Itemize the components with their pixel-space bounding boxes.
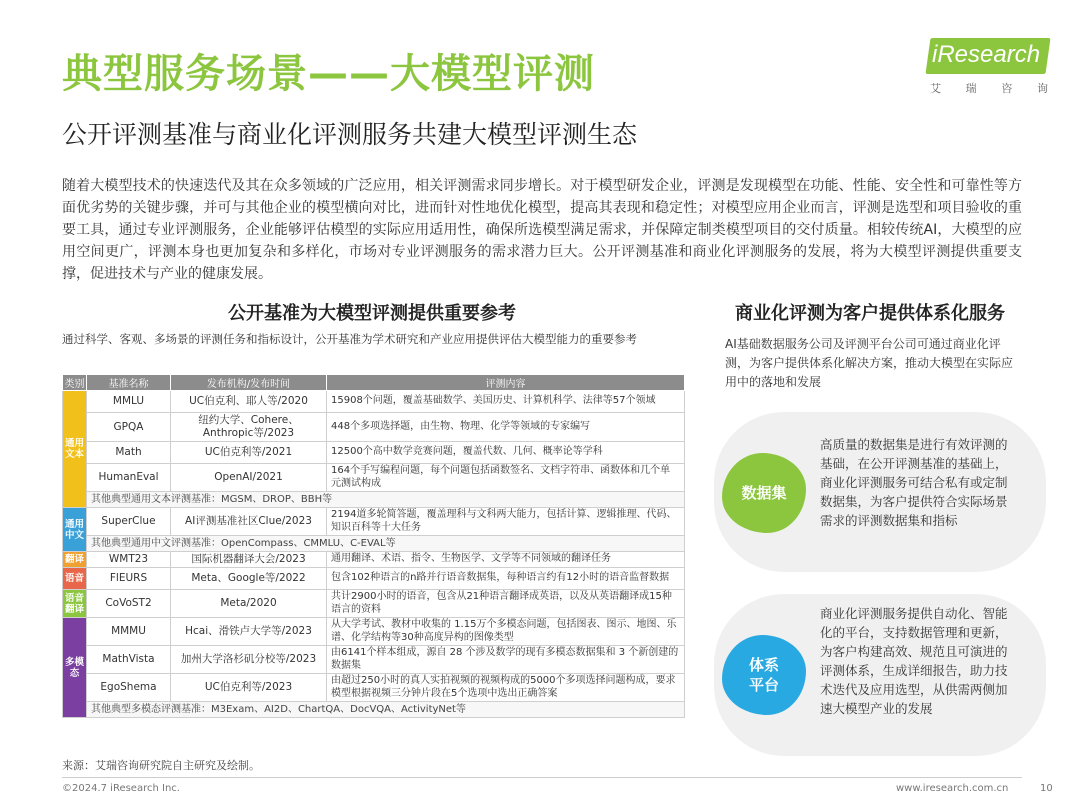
benchmark-desc: 15908个问题，覆盖基础数学、美国历史、计算机科学、法律等57个领域 bbox=[327, 391, 685, 413]
category-cell: 语音 bbox=[63, 568, 87, 590]
platform-badge bbox=[722, 635, 806, 715]
benchmark-name: CoVoST2 bbox=[87, 590, 171, 618]
category-cell: 通用文本 bbox=[63, 391, 87, 508]
category-cell: 多模态 bbox=[63, 618, 87, 718]
benchmark-name: HumanEval bbox=[87, 464, 171, 492]
benchmark-name: EgoShema bbox=[87, 674, 171, 702]
table-row bbox=[63, 646, 685, 674]
dataset-card-text: 高质量的数据集是进行有效评测的基础，在公开评测基准的基础上，商业化评测服务可结合私有或定制数据集，为客户提供符合实际场景需求的评测数据集和指标 bbox=[820, 437, 1008, 528]
logo-char: 瑞 bbox=[965, 82, 977, 95]
table-row-other bbox=[63, 536, 685, 552]
benchmark-desc: 448个多项选择题，由生物、物理、化学等领域的专家编写 bbox=[327, 413, 685, 442]
benchmark-desc: 2194道多轮简答题，覆盖理科与文科两大能力，包括计算、逻辑推理、代码、知识百科等十大任务 bbox=[327, 508, 685, 536]
iresearch-logo bbox=[926, 38, 1050, 100]
benchmark-desc: 由6141个样本组成，源自 28 个涉及数学的现有多模态数据集和 3 个新创建的数据集 bbox=[327, 646, 685, 674]
benchmark-org: AI评测基准社区Clue/2023 bbox=[171, 508, 327, 536]
logo-char: 艾 bbox=[930, 82, 941, 95]
platform-card-text: 商业化评测服务提供自动化、智能化的平台，支持数据管理和更新，为客户构建高效、规范且可演进的评测体系，生成详细报告，助力技术迭代及应用选型，从供需两侧加速大模型产业的发展 bbox=[820, 606, 1008, 716]
benchmark-name: WMT23 bbox=[87, 552, 171, 568]
benchmark-org: UC伯克利、耶人等/2020 bbox=[171, 391, 327, 413]
benchmark-desc: 通用翻译、术语、指令、生物医学、文学等不同领域的翻译任务 bbox=[327, 552, 685, 568]
other-benchmarks: 其他典型通用文本评测基准：MGSM、DROP、BBH等 bbox=[87, 492, 685, 508]
left-section-heading: 公开基准为大模型评测提供重要参考 bbox=[228, 303, 516, 324]
column-header: 发布机构/发布时间 bbox=[171, 375, 327, 391]
footer-website[interactable]: www.iresearch.com.cn bbox=[896, 783, 1009, 794]
column-header: 基准名称 bbox=[87, 375, 171, 391]
column-header: 评测内容 bbox=[327, 375, 685, 391]
page-number: 10 bbox=[1040, 783, 1053, 794]
other-benchmarks: 其他典型通用中文评测基准：OpenCompass、CMMLU、C-EVAL等 bbox=[87, 536, 685, 552]
left-section-description: 通过科学、客观、多场景的评测任务和指标设计，公开基准为学术研究和产业应用提供评估大模型能力的重要参考 bbox=[62, 332, 637, 346]
benchmark-name: SuperClue bbox=[87, 508, 171, 536]
benchmark-desc: 共计2900小时的语音，包含从21种语言翻译成英语，以及从英语翻译成15种语言的资料 bbox=[327, 590, 685, 618]
table-row bbox=[63, 568, 685, 590]
page-subtitle: 公开评测基准与商业化评测服务共建大模型评测生态 bbox=[62, 120, 638, 149]
benchmark-desc: 包含102种语言的n路并行语音数据集，每种语言约有12小时的语音监督数据 bbox=[327, 568, 685, 590]
other-benchmarks: 其他典型多模态评测基准：M3Exam、AI2D、ChartQA、DocVQA、ActivityNet等 bbox=[87, 702, 685, 718]
benchmark-org: OpenAI/2021 bbox=[171, 464, 327, 492]
benchmark-org: 国际机器翻译大会/2023 bbox=[171, 552, 327, 568]
benchmark-org: Meta/2020 bbox=[171, 590, 327, 618]
benchmark-name: GPQA bbox=[87, 413, 171, 442]
benchmark-name: Math bbox=[87, 442, 171, 464]
footer-divider bbox=[62, 777, 1022, 778]
dataset-badge: 数据集 bbox=[722, 453, 806, 533]
table-row bbox=[63, 464, 685, 492]
table-header-row bbox=[63, 375, 685, 391]
category-cell: 语音翻译 bbox=[63, 590, 87, 618]
source-note: 来源：艾瑞咨询研究院自主研究及绘制。 bbox=[62, 759, 260, 772]
table-row bbox=[63, 590, 685, 618]
benchmark-org: 纽约大学、Cohere、Anthropic等/2023 bbox=[171, 413, 327, 442]
logo-text: iResearch bbox=[932, 41, 1041, 68]
page-title: 典型服务场景——大模型评测 bbox=[62, 51, 595, 97]
right-section-description: AI基础数据服务公司及评测平台公司可通过商业化评测，为客户提供体系化解决方案，推动大模型在实际应用中的落地和发展 bbox=[725, 337, 1014, 389]
logo-char: 询 bbox=[1036, 82, 1048, 95]
table-row bbox=[63, 391, 685, 413]
benchmark-table bbox=[62, 374, 685, 718]
intro-paragraph: 随着大模型技术的快速迭代及其在众多领域的广泛应用，相关评测需求同步增长。对于模型研发企业，评测是发现模型在功能、性能、安全性和可靠性等方面优劣势的关键步骤，并可与其他企业的模型横向对比，进而针对性地优化模型，提高其表现和稳定性；对模型应用企业而言，评测是选型和项目验收的重要工具，通过专业评测服务，企业能够评估模型的实际应用适用性，确保所选模型满足需求，并保障定制类模型项目的交付质量。相较传统AI，大模型的应用空间更广，评测本身也更加复杂和多样化，市场对专业评测服务的需求潜力巨大。公开评测基准和商业化评测服务的发展，将为大模型评测提供重要支撑，促进技术与产业的健康发展。 bbox=[62, 178, 1022, 282]
table-row bbox=[63, 508, 685, 536]
logo-subtext bbox=[930, 80, 1048, 96]
category-cell: 通用中文 bbox=[63, 508, 87, 552]
table-row-other bbox=[63, 492, 685, 508]
table-row bbox=[63, 413, 685, 442]
benchmark-name: MMLU bbox=[87, 391, 171, 413]
platform-badge-label: 体系平台 bbox=[748, 656, 779, 694]
table-row bbox=[63, 442, 685, 464]
benchmark-desc: 164个手写编程问题，每个问题包括函数签名、文档字符串、函数体和几个单元测试构成 bbox=[327, 464, 685, 492]
benchmark-org: 加州大学洛杉矶分校等/2023 bbox=[171, 646, 327, 674]
table-row bbox=[63, 674, 685, 702]
benchmark-desc: 从大学考试、教材中收集的 1.15万个多模态问题，包括图表、图示、地图、乐谱、化学结构等30种高度异构的图像类型 bbox=[327, 618, 685, 646]
benchmark-desc: 由超过250小时的真人实拍视频的视频构成的5000个多项选择问题构成，要求模型根据视频三分钟片段在5个选项中选出正确答案 bbox=[327, 674, 685, 702]
benchmark-org: Hcai、滑铁卢大学等/2023 bbox=[171, 618, 327, 646]
column-header: 类别 bbox=[63, 375, 87, 391]
benchmark-org: UC伯克利等/2021 bbox=[171, 442, 327, 464]
benchmark-name: MathVista bbox=[87, 646, 171, 674]
benchmark-desc: 12500个高中数学竞赛问题，覆盖代数、几何、概率论等学科 bbox=[327, 442, 685, 464]
footer-copyright: ©2024.7 iResearch Inc. bbox=[62, 783, 180, 794]
table-row-other bbox=[63, 702, 685, 718]
logo-char: 咨 bbox=[1001, 82, 1013, 95]
benchmark-org: UC伯克利等/2023 bbox=[171, 674, 327, 702]
benchmark-name: MMMU bbox=[87, 618, 171, 646]
category-cell: 翻译 bbox=[63, 552, 87, 568]
benchmark-name: FlEURS bbox=[87, 568, 171, 590]
table-row bbox=[63, 618, 685, 646]
right-section-heading: 商业化评测为客户提供体系化服务 bbox=[735, 303, 1005, 324]
benchmark-org: Meta、Google等/2022 bbox=[171, 568, 327, 590]
table-row bbox=[63, 552, 685, 568]
